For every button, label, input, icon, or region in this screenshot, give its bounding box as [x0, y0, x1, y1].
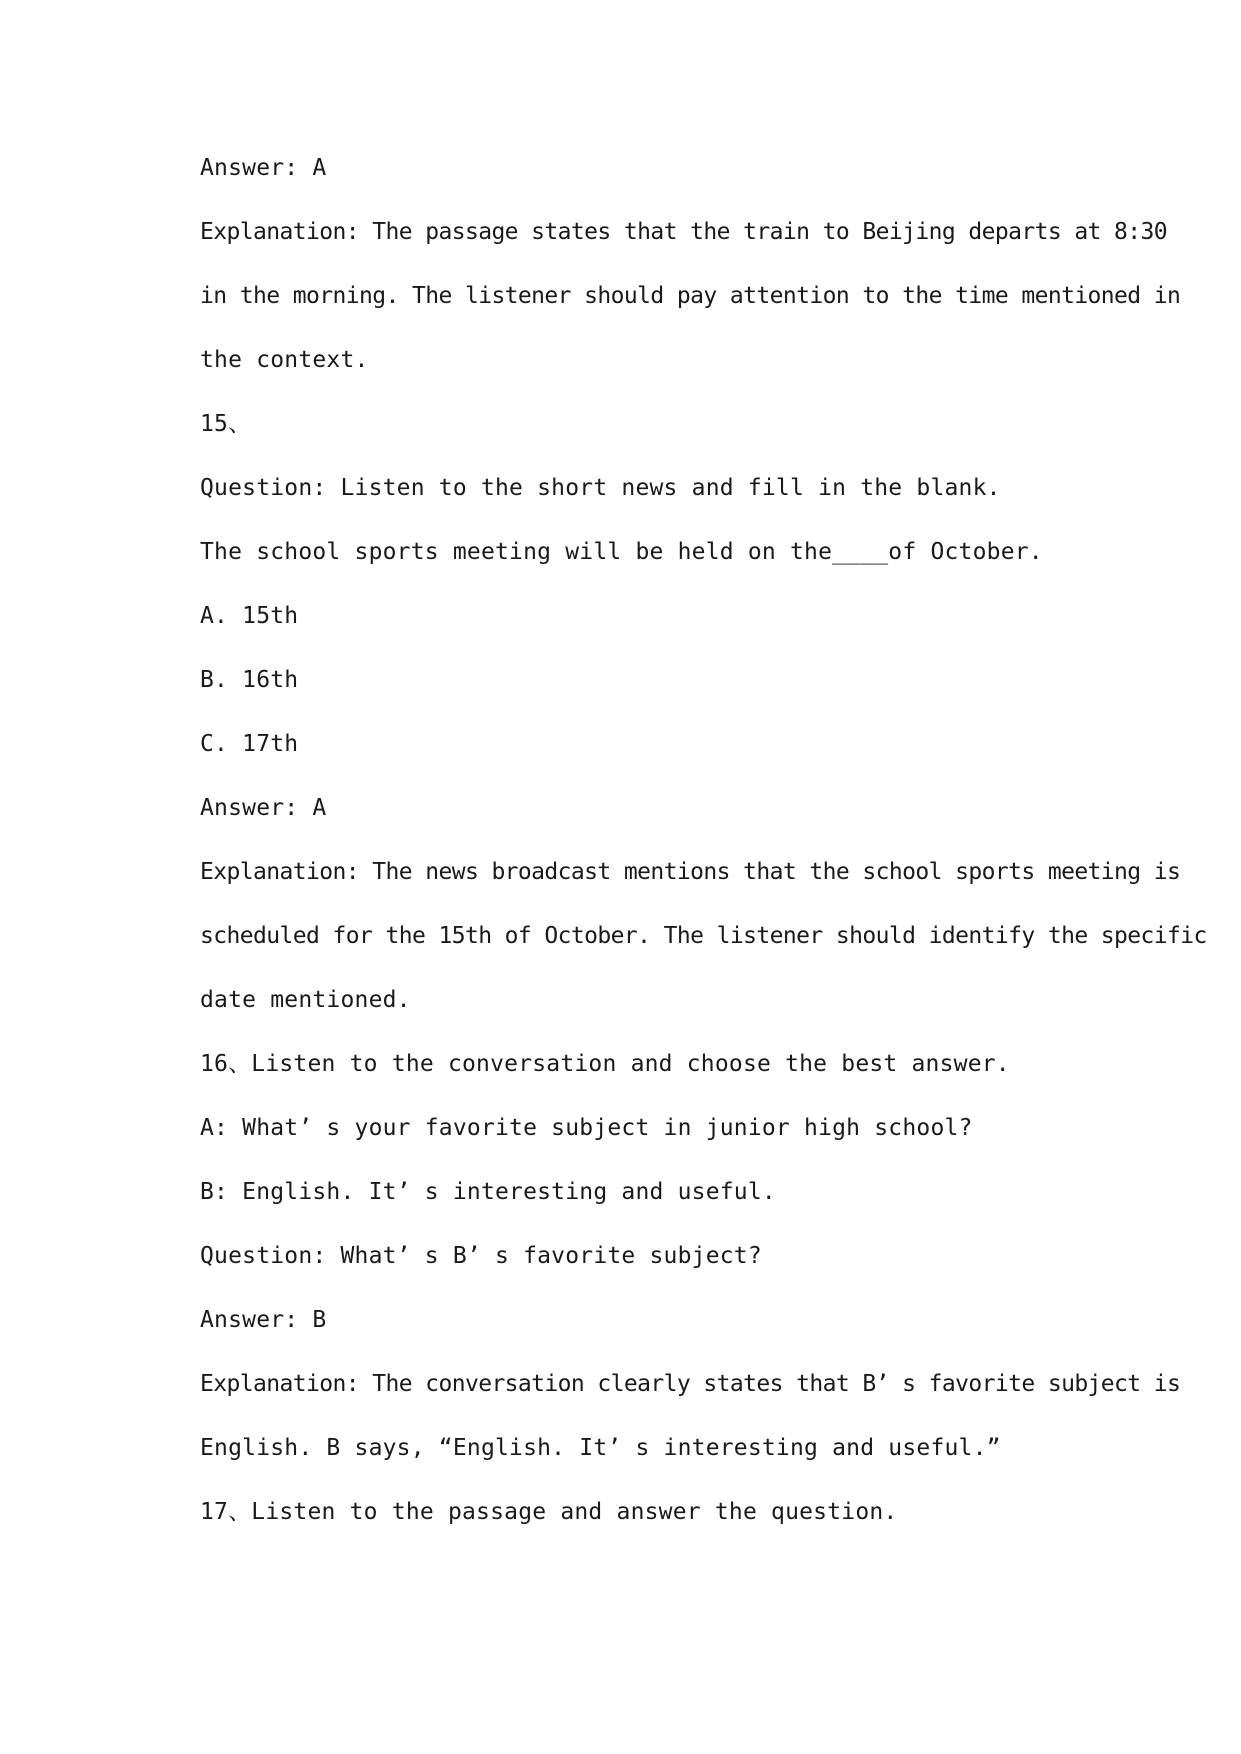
question-line: 17、Listen to the passage and answer the question. [200, 1499, 898, 1525]
question-line: Question: What’ s B’ s favorite subject? [200, 1243, 762, 1269]
question-line: 16、Listen to the conversation and choose the best answer. [200, 1051, 1010, 1077]
option-b: B. 16th [200, 667, 299, 693]
question-line: The school sports meeting will be held on the____of October. [200, 539, 1043, 565]
explanation-line: in the morning. The listener should pay attention to the time mentioned in [200, 283, 1181, 309]
explanation-line: Explanation: The news broadcast mentions that the school sports meeting is [200, 859, 1181, 885]
dialogue-line: B: English. It’ s interesting and useful. [200, 1179, 776, 1205]
answer-line: Answer: A [200, 795, 327, 821]
question-line: Question: Listen to the short news and fill in the blank. [200, 475, 1001, 501]
explanation-line: English. B says, “English. It’ s interesting and useful.” [200, 1435, 1001, 1461]
explanation-line: date mentioned. [200, 987, 411, 1013]
answer-line: Answer: A [200, 155, 327, 181]
explanation-line: Explanation: The conversation clearly states that B’ s favorite subject is [200, 1371, 1181, 1397]
explanation-line: Explanation: The passage states that the train to Beijing departs at 8:30 [200, 219, 1168, 245]
question-number: 15、 [200, 411, 252, 437]
option-c: C. 17th [200, 731, 299, 757]
answer-line: Answer: B [200, 1307, 327, 1333]
explanation-line: the context. [200, 347, 369, 373]
option-a: A. 15th [200, 603, 299, 629]
dialogue-line: A: What’ s your favorite subject in junior high school? [200, 1115, 973, 1141]
explanation-line: scheduled for the 15th of October. The listener should identify the specific [200, 923, 1207, 949]
